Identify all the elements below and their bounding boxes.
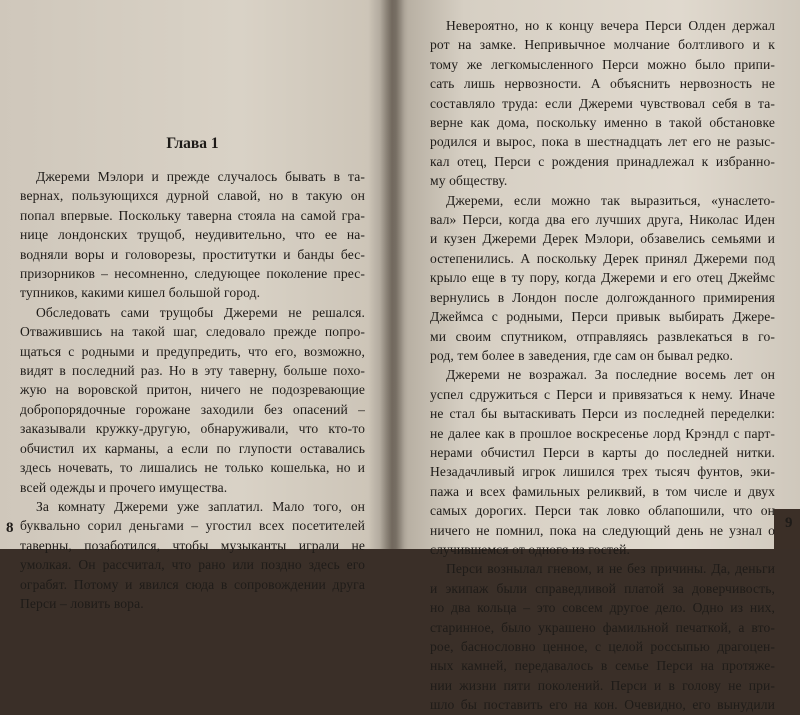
- text-line: Отважившись на такой шаг, следовало прежде попро-: [20, 324, 365, 340]
- text-line: таверны, позаботился, чтобы музыканты играли не: [20, 537, 365, 553]
- text-line: призорников – несомненно, следующее поколение прес-: [20, 266, 365, 282]
- page-number-left: 8: [6, 520, 14, 536]
- text-line: щаться с родными и предупредить, что его, возможно,: [20, 343, 365, 359]
- text-line: и экипаж были справедливой платой за доверчивость,: [430, 580, 775, 596]
- text-line: не стал бы вытаскивать Перси из последней переделки:: [430, 406, 775, 422]
- text-line: ограбят. Потому и явился сюда в сопровождении друга: [20, 576, 365, 592]
- text-line: случившемся от одного из гостей.: [430, 541, 631, 557]
- text-line: буквально сорил деньгами – угостил всех посетителей: [20, 518, 365, 534]
- text-line: ми своим спутником, отправляясь развлекаться в го-: [430, 328, 775, 344]
- text-line: нице лондонских трущоб, неудивительно, что ее на-: [20, 227, 365, 243]
- text-line: самых дорогих. Перси так ловко облапошили, что он: [430, 503, 775, 519]
- right-page-text: [430, 16, 775, 715]
- book-gutter: [380, 0, 404, 549]
- text-line: заказывали кружку-другую, обнаруживали, что кто-то: [20, 421, 365, 437]
- text-line: рот на замке. Непривычное молчание болтливого и к: [430, 37, 775, 53]
- text-line: сать лишь нервозности. А объяснить нервозность не: [430, 76, 775, 92]
- text-line: Невероятно, но к концу вечера Перси Олден держал: [446, 18, 775, 33]
- text-line: успел сдружиться с Перси и привязаться к нему. Иначе: [430, 386, 775, 402]
- text-line: пажа и всех фамильных реликвий, в том числе и двух: [430, 483, 775, 499]
- text-line: тупников, какими кишел большой город.: [20, 285, 261, 301]
- page-number-right: 9: [785, 515, 793, 531]
- left-page-text: [20, 167, 365, 613]
- text-line: умолкая. Он рассчитал, что рано или поздно здесь его: [20, 557, 365, 573]
- text-line: водняли воры и головорезы, проститутки и банды бес-: [20, 246, 365, 262]
- text-line: Джереми Мэлори и прежде случалось бывать в та-: [36, 169, 365, 184]
- text-line: но два кольца – это совсем другое дело. Одно из них,: [430, 600, 775, 616]
- text-line: остепенились. А поскольку Дерек принял Джереми под: [430, 250, 775, 266]
- text-line: Джереми, если можно так выразиться, «унаслето-: [446, 192, 775, 208]
- text-line: кал отец, Перси с рождения принадлежал к избранно-: [430, 153, 775, 169]
- text-line: составляло труда: если Джереми чувствовал себя в та-: [430, 95, 775, 111]
- right-page: [430, 6, 775, 713]
- text-line: попал впервые. Поскольку таверна стояла на самой гра-: [20, 207, 365, 223]
- text-line: вернах, пользующихся дурной славой, но в такую он: [20, 188, 365, 204]
- text-line: крыло еще в ту пору, когда Джереми и его отец Джеймс: [430, 270, 775, 286]
- text-line: Джеймса с родными, Перси привык выбирать Джере-: [430, 309, 775, 325]
- text-line: всей одежды и прочего имущества.: [20, 479, 228, 495]
- text-line: Обследовать сами трущобы Джереми не решался.: [36, 304, 365, 320]
- text-line: му обществу.: [430, 173, 508, 189]
- chapter-heading: Глава 1: [166, 135, 219, 152]
- text-line: Перси – ловить вора.: [20, 595, 144, 611]
- text-line: ничего не помнил, пока на следующий день не узнал о: [430, 522, 775, 538]
- text-line: Перси вознылал гневом, и не без причины. Да, деньги: [446, 561, 775, 577]
- text-line: здесь ночевать, то лишались не только кошелька, но и: [20, 460, 365, 476]
- text-line: тому же легкомысленного Перси можно было припи-: [430, 56, 775, 72]
- text-line: Джереми не возражал. За последние восемь лет он: [446, 367, 775, 383]
- text-line: вернулись в Лондон после долгожданного примирения: [430, 289, 775, 305]
- text-line: верне как дома, поскольку именно в такой обстановке: [430, 115, 775, 131]
- text-line: За комнату Джереми уже заплатил. Мало того, он: [36, 498, 365, 514]
- text-line: и кузен Джереми Дерек Мэлори, обзавелись семьями и: [430, 231, 775, 247]
- text-line: нерами обчистил Перси в карты до последней нитки.: [430, 444, 775, 460]
- text-line: род, тем более в заведения, где сам он бывал редко.: [430, 347, 733, 363]
- text-line: добропорядочные горожане заходили без опасений –: [20, 401, 365, 417]
- text-line: шло бы поставить его на кон. Очевидно, его вынудили: [430, 697, 775, 713]
- text-line: родился и вырос, пока в шестнадцать лет его не разыс-: [430, 134, 775, 150]
- text-line: видят в последний раз. Но в эту таверну, больше похо-: [20, 363, 365, 379]
- text-line: нии жизни пяти поколений. Перси и в голову не при-: [430, 677, 775, 693]
- text-line: Незадачливый игрок лишился трех тысяч фунтов, эки-: [430, 464, 775, 480]
- text-line: обчистил их карманы, а если по глупости оставались: [20, 440, 365, 456]
- text-line: вал» Перси, когда два его лучших друга, Николас Иден: [430, 212, 775, 228]
- text-line: старинное, было украшено фамильной печаткой, а вто-: [430, 619, 775, 635]
- text-line: не далее как в прошлое воскресенье лорд Крэндл с парт-: [430, 425, 775, 441]
- text-line: жую на воровской притон, ничего не подозревающие: [20, 382, 365, 398]
- text-line: ных камней, передавалось в семье Перси на протяже-: [430, 658, 775, 674]
- left-page: [20, 10, 365, 611]
- text-line: рое, баснословно ценное, с целой россыпью драгоцен-: [430, 639, 775, 654]
